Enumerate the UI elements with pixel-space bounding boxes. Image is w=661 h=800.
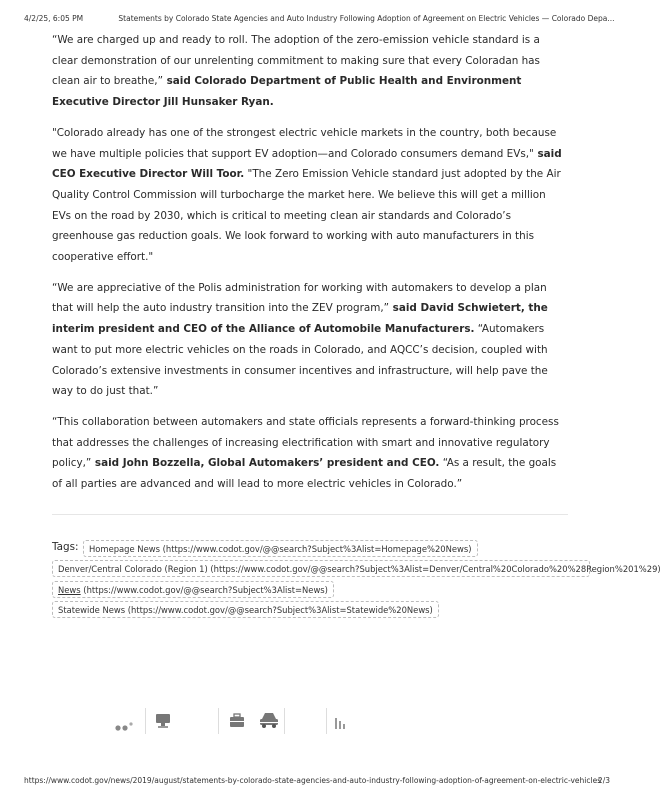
- icon-divider: [218, 708, 219, 734]
- quote-text: “This collaboration between automakers and state officials represents a forward-thinking process that addresses the challenges of increasing electrification with smart and innovative regulatory policy,”: [52, 415, 559, 470]
- tag-denver-central-colorado[interactable]: [52, 560, 661, 577]
- section-divider: [52, 514, 568, 515]
- quote-continuation: “As a result, the goals of all parties are advanced and will lead to more electric vehicles in Colorado.”: [52, 457, 557, 491]
- print-header: [24, 14, 615, 23]
- tag-url: (https://www.codot.gov/@@search?Subject%3Alist=Statewide%20News): [125, 605, 433, 615]
- tag-name: Homepage News: [89, 544, 160, 554]
- quote-continuation: "The Zero Emission Vehicle standard just adopted by the Air Quality Control Commission will turbocharge the market here. We believe this will get a million EVs on the road by 2030, which is critical to meeting clean air standards and Colorado’s greenhouse gas reduction goals. We look forward to working with auto manufacturers in this cooperative effort.": [52, 168, 561, 264]
- icon-divider: [145, 708, 146, 734]
- tag-news[interactable]: [52, 581, 334, 598]
- print-date: 4/2/25, 6:05 PM: [24, 14, 84, 23]
- car-icon[interactable]: [258, 711, 280, 733]
- quote-text: “We are charged up and ready to roll. The adoption of the zero-emission vehicle standard is a clear demonstration of our unrelenting commitment to making sure that every Coloradan has clean air to breathe,”: [52, 34, 540, 88]
- quote-text: "Colorado already has one of the strongest electric vehicle markets in the country, both because we have multiple policies that support EV adoption—and Colorado consumers demand EVs,": [52, 126, 557, 160]
- icon-divider: [326, 708, 327, 734]
- desktop-icon[interactable]: [155, 713, 171, 733]
- quote-text: “We are appreciative of the Polis administration for working with automakers to develop a plan that will help the auto industry transition into the ZEV program,”: [52, 281, 547, 315]
- attribution: said David Schwietert, the interim president and CEO of the Alliance of Automobile Manufacturers.: [52, 302, 548, 336]
- footer-icon-bar: [114, 708, 364, 738]
- tag-url: (https://www.codot.gov/@@search?Subject%3Alist=Denver/Central%20Colorado%20%28Region%201%29): [207, 564, 661, 574]
- paragraph: [52, 123, 568, 268]
- print-footer: [24, 776, 610, 785]
- attribution: said Colorado Department of Public Health and Environment Executive Director Jill Hunsaker Ryan.: [52, 75, 522, 109]
- tag-name: Statewide News: [58, 605, 126, 615]
- paragraph: [52, 412, 568, 495]
- tag-statewide-news[interactable]: [52, 601, 439, 618]
- icon-divider: [284, 708, 285, 734]
- share-icon[interactable]: [114, 718, 134, 737]
- paragraph: [52, 30, 568, 113]
- attribution: said John Bozzella, Global Automakers’ president and CEO.: [91, 457, 440, 470]
- tag-name: News: [58, 585, 81, 595]
- tag-name: Denver/Central Colorado (Region 1): [58, 564, 208, 574]
- tag-url: (https://www.codot.gov/@@search?Subject%3Alist=News): [80, 585, 328, 595]
- print-url: https://www.codot.gov/news/2019/august/statements-by-colorado-state-agencies-and-auto-industry-following-adoption-of-agreement-on-electric-vehicles: [24, 776, 602, 785]
- tags-label: Tags:: [52, 541, 79, 553]
- quote-continuation: “Automakers want to put more electric vehicles on the roads in Colorado, and AQCC’s decision, coupled with Colorado’s extensive investments in consumer incentives and infrastructure, will help pave the way to do just that.”: [52, 323, 548, 398]
- paragraph: [52, 278, 568, 402]
- article-body: [52, 30, 568, 505]
- attribution: said CEO Executive Director Will Toor.: [52, 147, 562, 181]
- chart-icon[interactable]: [334, 715, 348, 734]
- briefcase-icon[interactable]: [229, 713, 245, 733]
- tag-homepage-news[interactable]: [83, 540, 478, 557]
- print-page-title: Statements by Colorado State Agencies and Auto Industry Following Adoption of Agreement on Electric Vehicles — Colorado Depa...: [118, 14, 615, 23]
- page-number: 2/3: [597, 776, 610, 785]
- tag-url: (https://www.codot.gov/@@search?Subject%3Alist=Homepage%20News): [159, 544, 472, 554]
